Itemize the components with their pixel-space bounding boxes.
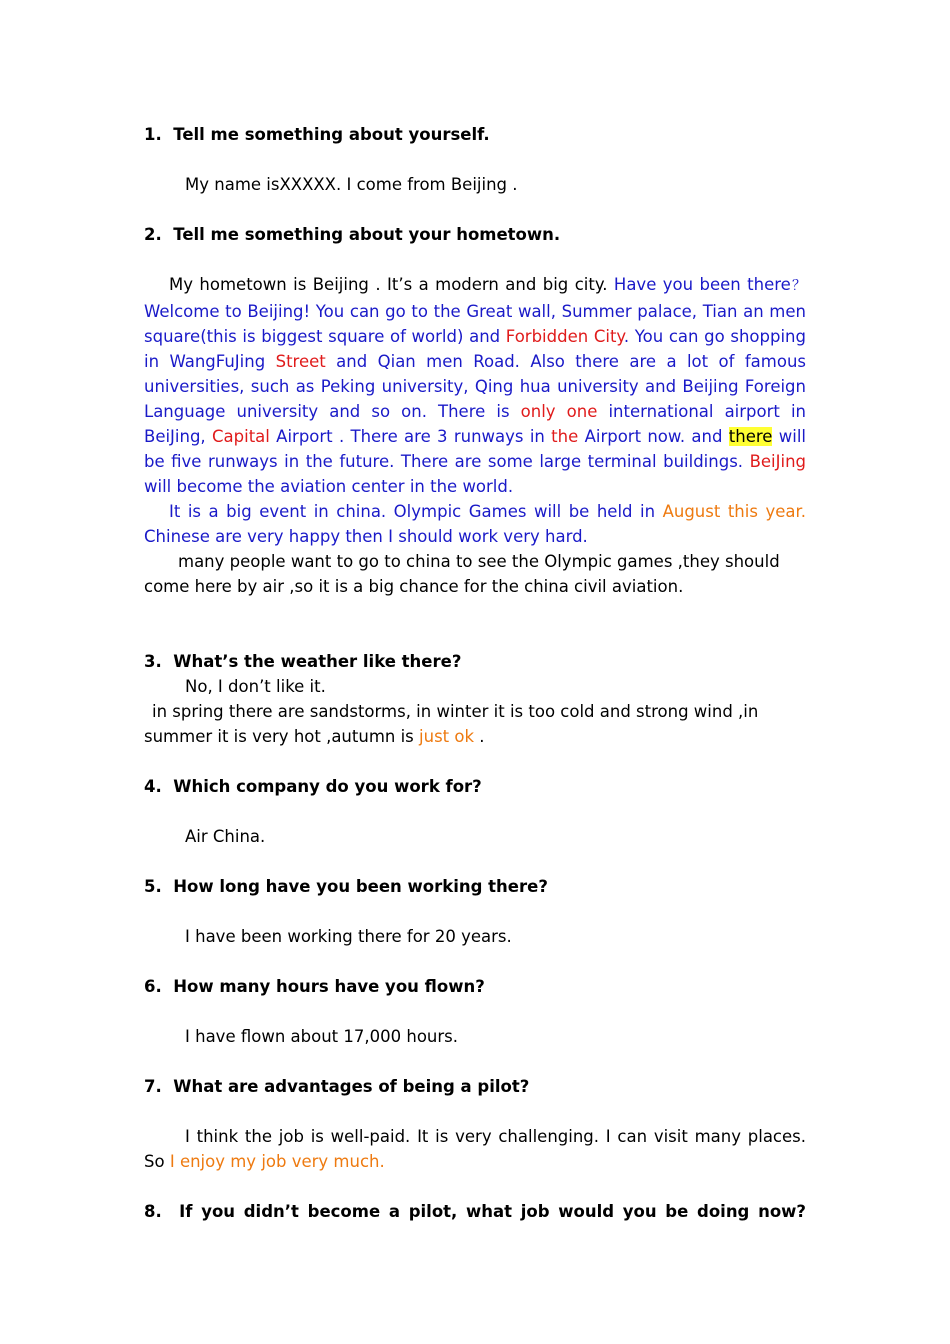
question-4 — [144, 774, 806, 799]
question-number: 6. — [144, 977, 162, 996]
question-text: How long have you been working there? — [173, 877, 548, 896]
highlighted-word: there — [728, 427, 773, 446]
question-number: 8. — [144, 1202, 162, 1221]
question-number: 3. — [144, 652, 162, 671]
question-3 — [144, 649, 806, 674]
answer-4: Air China. — [185, 827, 266, 846]
question-2 — [144, 222, 806, 247]
question-7 — [144, 1074, 806, 1099]
answer-3-line-1: No, I don’t like it. — [185, 677, 326, 696]
question-text: What’s the weather like there? — [173, 652, 462, 671]
question-number: 4. — [144, 777, 162, 796]
answer-1: My name isXXXXX. I come from Beijing . — [185, 175, 518, 194]
answer-3-line-2: in spring there are sandstorms, in winter it is too cold and strong wind ,in summer it is very hot ,autumn is just ok . — [144, 702, 759, 746]
question-text: Tell me something about yourself. — [173, 125, 490, 144]
aviation-paragraph: many people want to go to china to see the Olympic games ,they should come here by air ,so it is a big chance for the china civil aviation. — [144, 552, 780, 596]
question-text: Which company do you work for? — [173, 777, 482, 796]
question-text: How many hours have you flown? — [173, 977, 485, 996]
document-page — [144, 122, 806, 1224]
answer-7: I think the job is well-paid. It is very challenging. I can visit many places. So I enjoy my job very much. — [144, 1127, 806, 1171]
question-text: Tell me something about your hometown. — [173, 225, 561, 244]
answer-6: I have flown about 17,000 hours. — [185, 1027, 458, 1046]
question-number: 1. — [144, 125, 162, 144]
question-8 — [144, 1199, 806, 1224]
question-6 — [144, 974, 806, 999]
question-1 — [144, 122, 806, 147]
question-5 — [144, 874, 806, 899]
answer-5: I have been working there for 20 years. — [185, 927, 512, 946]
question-number: 5. — [144, 877, 162, 896]
olympic-paragraph: It is a big event in china. Olympic Games will be held in August this year. Chinese are very happy then I should work very hard. — [144, 502, 806, 546]
question-number: 2. — [144, 225, 162, 244]
question-text: What are advantages of being a pilot? — [173, 1077, 530, 1096]
hometown-paragraph: My hometown is Beijing . It’s a modern and big city. Have you been there？Welcome to Beijing! You can go to the Great wall, Summer palace, Tian an men square(this is biggest square of world) and Forbidden City. You can go shopping in WangFuJing Street and Qian men Road. Also there are a lot of famous universities, such as Peking university, Qing hua university and Beijing Foreign Language university and so on. There is only one international airport in BeiJing, Capital Airport . There are 3 runways in the Airport now. and there will be five runways in the future. There are some large terminal buildings. BeiJing will become the aviation center in the world. — [144, 275, 806, 496]
question-text: If you didn’t become a pilot, what job would you be doing now? — [179, 1202, 806, 1221]
question-number: 7. — [144, 1077, 162, 1096]
